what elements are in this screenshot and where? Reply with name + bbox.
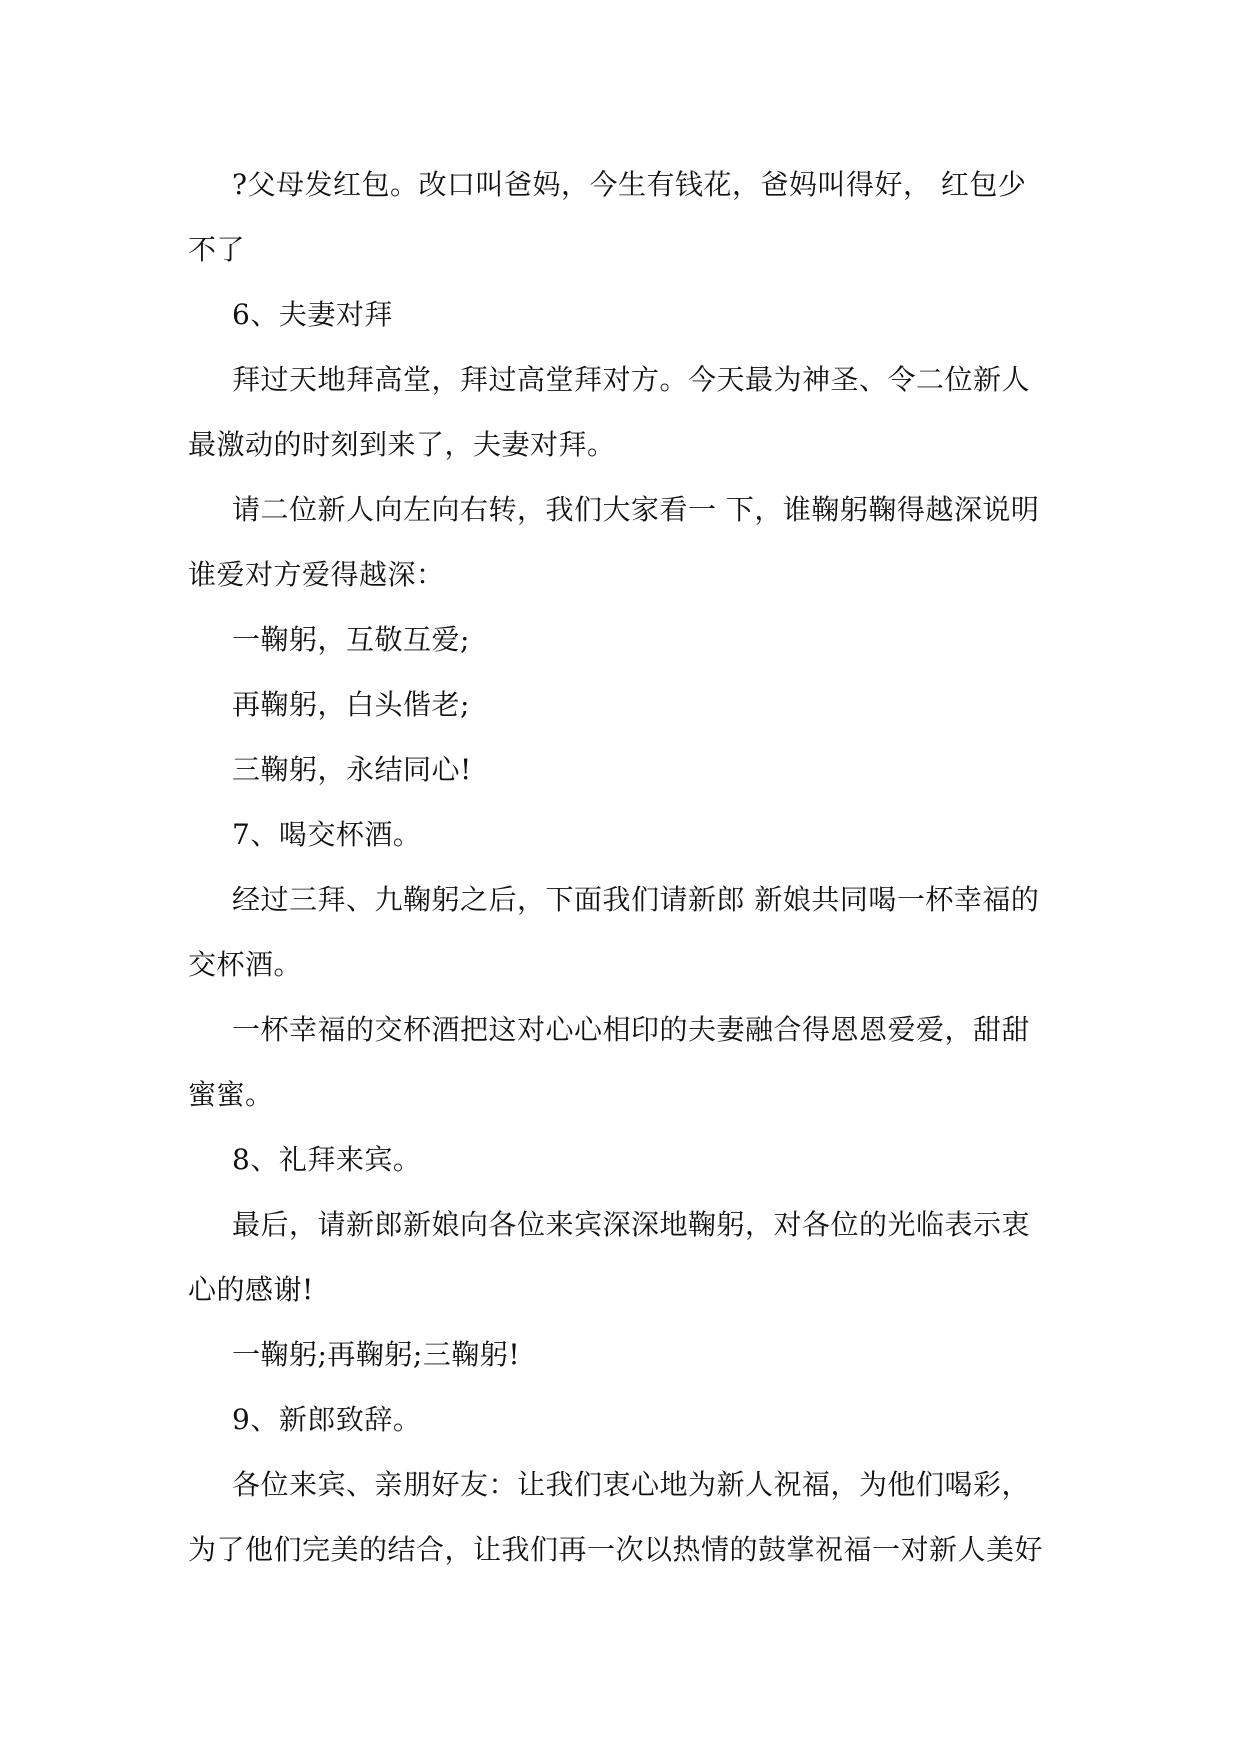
text-line: 一鞠躬;再鞠躬;三鞠躬! — [232, 1338, 521, 1371]
paragraph — [188, 477, 1068, 607]
text-line: 谁爱对方爱得越深： — [188, 558, 445, 591]
paragraph — [188, 997, 1068, 1127]
paragraph — [188, 1452, 1068, 1582]
text-line: 拜过天地拜高堂，拜过高堂拜对方。今天最为神圣、令二位新人 — [232, 363, 1031, 396]
text-line: 不了 — [188, 233, 246, 266]
paragraph — [188, 152, 1068, 282]
text-line: 请二位新人向左向右转，我们大家看一 下，谁鞠躬鞠得越深说明 — [232, 493, 1040, 526]
text-line: 9、新郎致辞。 — [232, 1403, 422, 1436]
text-line: 心的感谢! — [188, 1273, 314, 1306]
text-line: 8、礼拜来宾。 — [232, 1143, 422, 1176]
text-line: 一杯幸福的交杯酒把这对心心相印的夫妻融合得恩恩爱爱，甜甜 — [232, 1013, 1031, 1046]
section-heading — [188, 1127, 1068, 1192]
paragraph — [188, 1192, 1068, 1322]
text-line: ?父母发红包。改口叫爸妈，今生有钱花，爸妈叫得好， 红包少 — [232, 168, 1027, 201]
text-line: 经过三拜、九鞠躬之后，下面我们请新郎 新娘共同喝一杯幸福的 — [232, 883, 1040, 916]
text-line: 三鞠躬，永结同心! — [232, 753, 472, 786]
paragraph — [188, 347, 1068, 477]
text-line: 再鞠躬，白头偕老; — [232, 688, 470, 721]
paragraph — [188, 737, 1068, 802]
text-line: 蜜蜜。 — [188, 1078, 274, 1111]
text-line: 各位来宾、亲朋好友：让我们衷心地为新人祝福，为他们喝彩， — [232, 1468, 1031, 1501]
text-line: 为了他们完美的结合，让我们再一次以热情的鼓掌祝福一对新人美好 — [188, 1533, 1044, 1566]
text-line: 7、喝交杯酒。 — [232, 818, 422, 851]
paragraph — [188, 607, 1068, 672]
text-line: 6、夫妻对拜 — [232, 298, 393, 331]
text-line: 最后，请新郎新娘向各位来宾深深地鞠躬，对各位的光临表示衷 — [232, 1208, 1031, 1241]
text-line: 一鞠躬，互敬互爱; — [232, 623, 470, 656]
text-line: 交杯酒。 — [188, 948, 303, 981]
document-body — [188, 152, 1068, 1582]
section-heading — [188, 1387, 1068, 1452]
text-line: 最激动的时刻到来了，夫妻对拜。 — [188, 428, 616, 461]
section-heading — [188, 282, 1068, 347]
paragraph — [188, 1322, 1068, 1387]
paragraph — [188, 867, 1068, 997]
section-heading — [188, 802, 1068, 867]
paragraph — [188, 672, 1068, 737]
